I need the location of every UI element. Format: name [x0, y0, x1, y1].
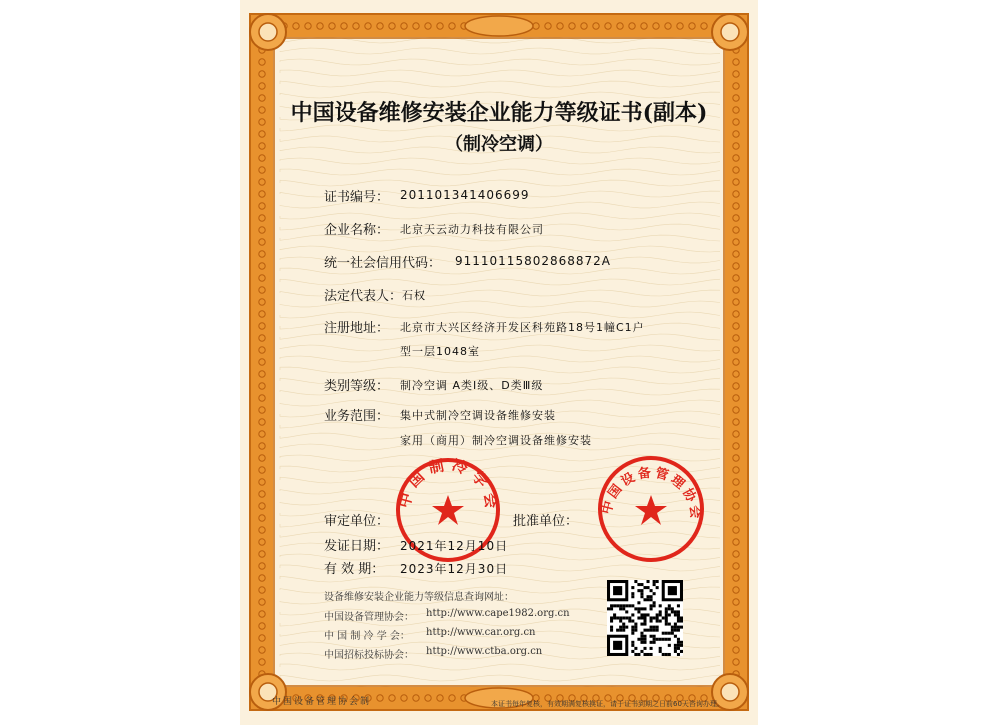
query-heading: 设备维修安装企业能力等级信息查询网址：: [324, 592, 514, 603]
seal1-text: 中国制冷学会: [395, 455, 501, 516]
cert-no-label: 证书编号：: [324, 190, 390, 205]
footer-note: 本证书每年复核，有效期满复核换证，请于证书到期之日前60天咨询办理。: [491, 700, 724, 708]
certificate-title: 中国设备维修安装企业能力等级证书(副本): [290, 100, 708, 126]
certificate-page: [240, 0, 758, 725]
issue-date-value: 2021年12月10日: [400, 539, 509, 553]
company-value: 北京天云动力科技有限公司: [400, 223, 544, 236]
query-org-2: 中 国 制 冷 学 会：: [324, 631, 410, 642]
corner-ornament-tl: [250, 14, 286, 50]
corner-ornament-tr: [712, 14, 748, 50]
category-label: 类别等级：: [324, 379, 390, 394]
query-org-3: 中国招标投标协会：: [324, 650, 414, 661]
top-center-ornament: [465, 16, 533, 36]
cert-no-value: 201101341406699: [400, 188, 530, 202]
company-label: 企业名称：: [324, 223, 390, 238]
approve-unit-label: 批准单位：: [513, 514, 579, 529]
credit-code-label: 统一社会信用代码：: [324, 256, 442, 271]
legal-rep-value: 石权: [402, 289, 426, 302]
address-line1: 北京市大兴区经济开发区科苑路18号1幢C1户: [400, 321, 645, 334]
query-url-1[interactable]: http://www.cape1982.org.cn: [426, 608, 570, 619]
address-label: 注册地址：: [324, 321, 390, 336]
legal-rep-label: 法定代表人：: [324, 289, 403, 304]
issue-date-label: 发证日期：: [324, 539, 390, 554]
scope-line2: 家用（商用）制冷空调设备维修安装: [400, 434, 592, 447]
category-value: 制冷空调 A类Ⅰ级、D类Ⅲ级: [400, 379, 544, 392]
address-line2: 型一层1048室: [400, 345, 480, 358]
query-url-3[interactable]: http://www.ctba.org.cn: [426, 646, 543, 657]
qr-code[interactable]: [607, 580, 683, 656]
query-url-2[interactable]: http://www.car.org.cn: [426, 627, 536, 638]
scope-line1: 集中式制冷空调设备维修安装: [400, 409, 556, 422]
certificate-subtitle: （制冷空调）: [445, 134, 553, 155]
seal2-text: 中国设备管理协会: [599, 465, 703, 523]
review-unit-label: 审定单位：: [324, 514, 390, 529]
valid-value: 2023年12月30日: [400, 562, 509, 576]
scope-label: 业务范围：: [324, 409, 390, 424]
query-org-1: 中国设备管理协会：: [324, 612, 414, 623]
footer-issuer: 中国设备管理协会制: [272, 697, 372, 707]
valid-label: 有 效 期：: [324, 562, 385, 577]
red-seal-equipment-mgmt: [595, 453, 707, 565]
credit-code-value: 91110115802868872A: [455, 254, 611, 268]
